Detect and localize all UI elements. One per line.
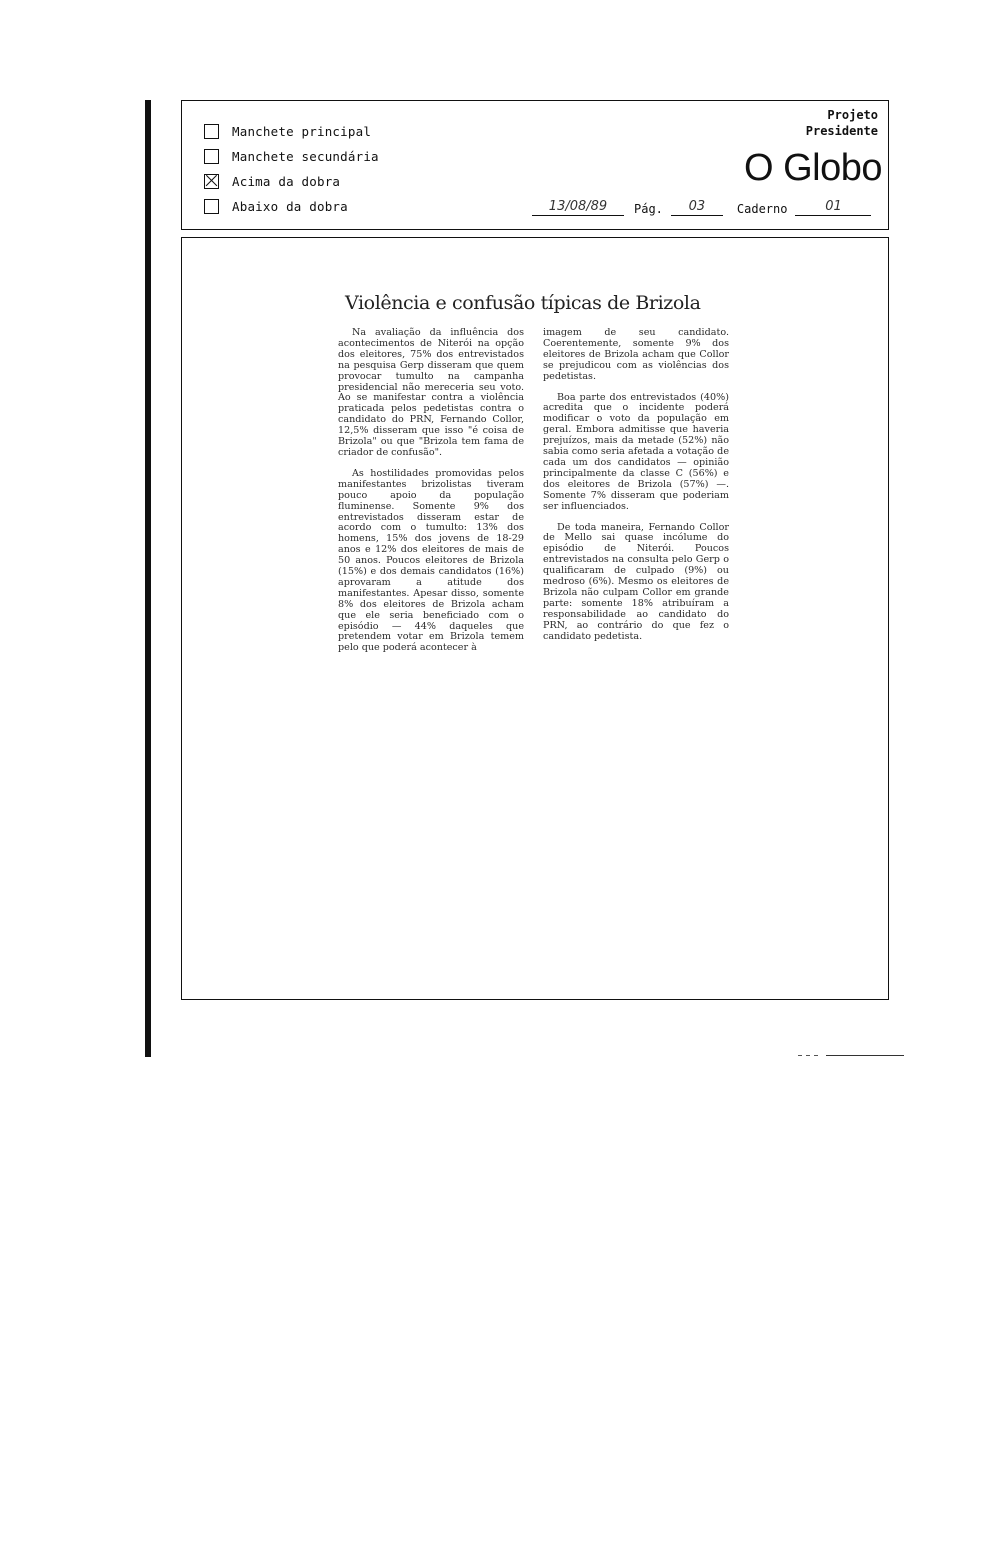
page-label: Pág. [634, 202, 663, 216]
scan-edge-rule [145, 100, 151, 1057]
checklist-label: Acima da dobra [232, 174, 341, 189]
project-line-1: Projeto [827, 108, 878, 122]
article-column-left [338, 328, 524, 664]
article-frame [181, 237, 889, 1000]
project-label [806, 107, 878, 139]
date-field: 13/08/89 [532, 199, 624, 216]
clipping-meta [532, 199, 871, 216]
checklist-item-manchete-principal[interactable] [204, 119, 379, 144]
checkbox[interactable] [204, 199, 219, 214]
paragraph: Boa parte dos entrevistados (40%) acredita que o incidente poderá modificar o voto da população em geral. Embora admitisse que haveria prejuízos, mais da metade (52%) não sabia como seria afetada a votação de cada um dos candidatos — opinião principalmente da classe C (56%) e dos eleitores de Brizola (57%) —. Somente 7% disseram que poderiam ser influenciados. [543, 391, 729, 512]
page-field: 03 [671, 199, 723, 216]
checklist-item-acima-da-dobra[interactable] [204, 169, 379, 194]
paragraph: As hostilidades promovidas pelos manifestantes brizolistas tiveram pouco apoio da população fluminense. Somente 9% dos entrevistados disseram estar de acordo com o tumulto: 13% dos homens, 15% dos jovens de 18-29 anos e 12% dos eleitores de mais de 50 anos. Poucos eleitores de Brizola (15%) e dos demais candidatos (16%) aprovaram a atitude dos manifestantes. Apesar disso, somente 8% dos eleitores de Brizola acham que ele seria beneficiado com o episódio — 44% daqueles que pretendem votar em Brizola temem pelo que poderá acontecer à [338, 467, 524, 654]
checklist-item-manchete-secundaria[interactable] [204, 144, 379, 169]
checklist-label: Abaixo da dobra [232, 199, 348, 214]
checklist-label: Manchete secundária [232, 149, 379, 164]
section-field: 01 [795, 199, 871, 216]
clipping-header [181, 100, 889, 230]
project-line-2: Presidente [805, 124, 878, 138]
newspaper-name: O Globo [743, 147, 882, 189]
checklist-label: Manchete principal [232, 124, 372, 139]
section-label: Caderno [736, 202, 788, 216]
scan-mark [798, 1055, 818, 1056]
scan-mark [826, 1055, 904, 1056]
paragraph: Na avaliação da influência dos acontecimentos de Niterói na opção dos eleitores, 75% dos entrevistados na pesquisa Gerp disseram que quem provocar tumulto na campanha presidencial não mereceria seu voto. Ao se manifestar contra a violência praticada pelos pedetistas contra o candidato do PRN, Fernando Collor, 12,5% disseram que isso "é coisa de Brizola" ou que "Brizola tem fama de criador de confusão". [338, 327, 524, 458]
paragraph: imagem de seu candidato. Coerentemente, somente 9% dos eleitores de Brizola acham que Collor se prejudicou com as violências dos pedetistas. [543, 327, 729, 382]
checkbox-checked[interactable] [204, 174, 219, 189]
placement-checklist [204, 119, 379, 219]
checklist-item-abaixo-da-dobra[interactable] [204, 194, 379, 219]
article-column-right [543, 328, 729, 652]
checkbox[interactable] [204, 149, 219, 164]
article-headline: Violência e confusão típicas de Brizola [345, 292, 701, 314]
paragraph: De toda maneira, Fernando Collor de Mello sai quase incólume do episódio de Niterói. Poucos entrevistados na consulta pelo Gerp o qualificaram de culpado (9%) ou medroso (6%). Mesmo os eleitores de Brizola não culpam Collor em grande parte: somente 18% atribuíram a responsabilidade ao candidato do PRN, ao contrário do que fez o candidato pedetista. [543, 521, 729, 642]
checkbox[interactable] [204, 124, 219, 139]
